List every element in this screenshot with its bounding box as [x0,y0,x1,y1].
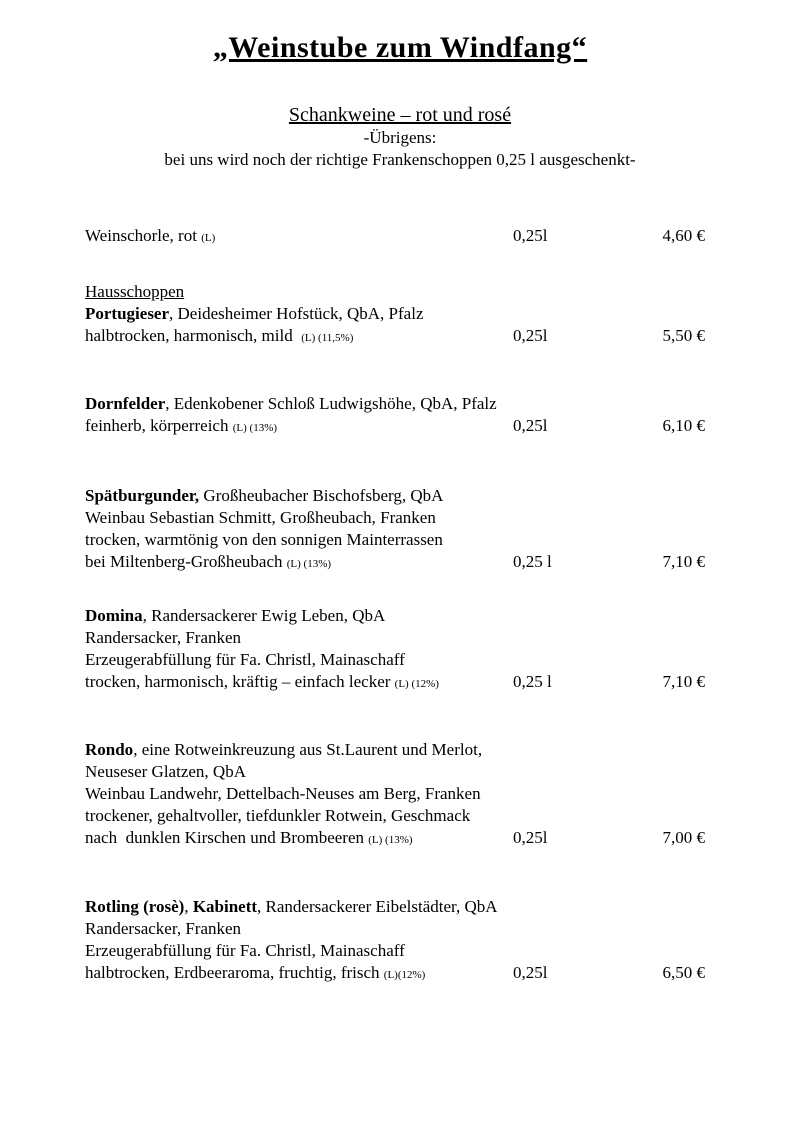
price-value: 4,60 € [662,226,705,245]
wine-item [85,485,800,575]
volume-value: 0,25l [513,416,548,435]
wine-item-line [85,485,800,507]
wine-annotation: (L) (13%) [368,834,413,846]
wine-text: trockener, gehaltvoller, tiefdunkler Rotwein, Geschmack [85,806,471,825]
wine-text: , eine Rotweinkreuzung aus St.Laurent und Merlot, [133,740,483,759]
wine-item [85,393,800,439]
wine-item-line [85,896,800,918]
wine-name: Portugieser [85,304,170,323]
volume-value: 0,25 l [513,552,552,571]
wine-text: nach dunklen Kirschen und Brombeeren [85,828,369,847]
wine-item [85,225,800,249]
wine-item-line [85,507,800,529]
section-note-detail: bei uns wird noch der richtige Frankenschoppen 0,25 l ausgeschenkt- [164,150,636,169]
wine-item-line [85,739,800,761]
wine-item-line [85,551,800,575]
wine-item-line [85,393,800,415]
wine-text: Großheubacher Bischofsberg, QbA [199,486,444,505]
wine-text: Weinschorle, rot [85,226,202,245]
wine-item-line [85,627,800,649]
wine-item-line [85,649,800,671]
wine-item-line [85,962,800,986]
wine-annotation: (L) (13%) [286,558,332,570]
wine-item-line [85,303,800,325]
section-title: Schankweine – rot und rosé [288,104,512,126]
page-title: „Weinstube zum Windfang“ [212,31,588,64]
price-value: 6,50 € [662,963,705,982]
wine-text: bei Miltenberg-Großheubach [85,552,287,571]
wine-item [85,281,800,349]
section-note-intro: -Übrigens: [363,128,437,147]
wine-item-line [85,827,800,851]
wine-name: Rotling (rosè) [85,897,185,916]
price-value: 5,50 € [662,326,705,345]
wine-text: Weinbau Landwehr, Dettelbach-Neuses am Berg, Franken [85,784,481,803]
wine-text: , Randersackerer Eibelstädter, QbA [257,897,498,916]
wine-item-line [85,671,800,695]
wine-text: , Deidesheimer Hofstück, QbA, Pfalz [169,304,424,323]
wine-annotation: (L) (12%) [394,678,439,690]
wine-item-line [85,529,800,551]
wine-text: halbtrocken, Erdbeeraroma, fruchtig, frisch [85,963,384,982]
wine-text: halbtrocken, harmonisch, mild [85,326,302,345]
wine-item [85,605,800,695]
wine-annotation: (L) (13%) [232,422,278,434]
wine-text: trocken, harmonisch, kräftig – einfach lecker [85,672,395,691]
wine-item [85,896,800,986]
wine-text: Randersacker, Franken [85,628,242,647]
wine-annotation: (L) (11,5%) [301,332,354,344]
wine-annotation: (L) [201,232,216,244]
wine-text: Neuseser Glatzen, QbA [85,762,246,781]
wine-item-line [85,415,800,439]
wine-text: Weinbau Sebastian Schmitt, Großheubach, Franken [85,508,436,527]
wine-text: , Randersackerer Ewig Leben, QbA [142,606,386,625]
price-value: 7,10 € [662,552,705,571]
wine-item-line [85,225,800,249]
wine-text: Erzeugerabfüllung für Fa. Christl, Mainaschaff [85,941,405,960]
wine-item-line [85,325,800,349]
volume-value: 0,25 l [513,672,552,691]
menu-header [0,0,800,171]
wine-item-line [85,783,800,805]
wine-item-line [85,761,800,783]
wine-name: Dornfelder [85,394,166,413]
price-value: 7,00 € [662,828,705,847]
wine-item-line [85,940,800,962]
volume-value: 0,25l [513,828,548,847]
wine-text: , [184,897,193,916]
wine-text: trocken, warmtönig von den sonnigen Mainterrassen [85,530,443,549]
wine-item-line [85,918,800,940]
volume-value: 0,25l [513,963,548,982]
wine-text: feinherb, körperreich [85,416,233,435]
wine-text: Randersacker, Franken [85,919,242,938]
wine-name: Rondo [85,740,134,759]
wine-name: Spätburgunder, [85,486,200,505]
price-value: 7,10 € [662,672,705,691]
wine-item-line [85,605,800,627]
volume-value: 0,25l [513,226,548,245]
wine-name: Kabinett [192,897,258,916]
wine-item [85,739,800,851]
price-value: 6,10 € [662,416,705,435]
volume-value: 0,25l [513,326,548,345]
wine-list [85,225,800,986]
wine-annotation: (L)(12%) [383,969,426,981]
wine-text: , Edenkobener Schloß Ludwigshöhe, QbA, Pfalz [165,394,497,413]
wine-text: Erzeugerabfüllung für Fa. Christl, Mainaschaff [85,650,405,669]
wine-item-line [85,805,800,827]
wine-name: Domina [85,606,143,625]
wine-category-header: Hausschoppen [85,282,185,301]
